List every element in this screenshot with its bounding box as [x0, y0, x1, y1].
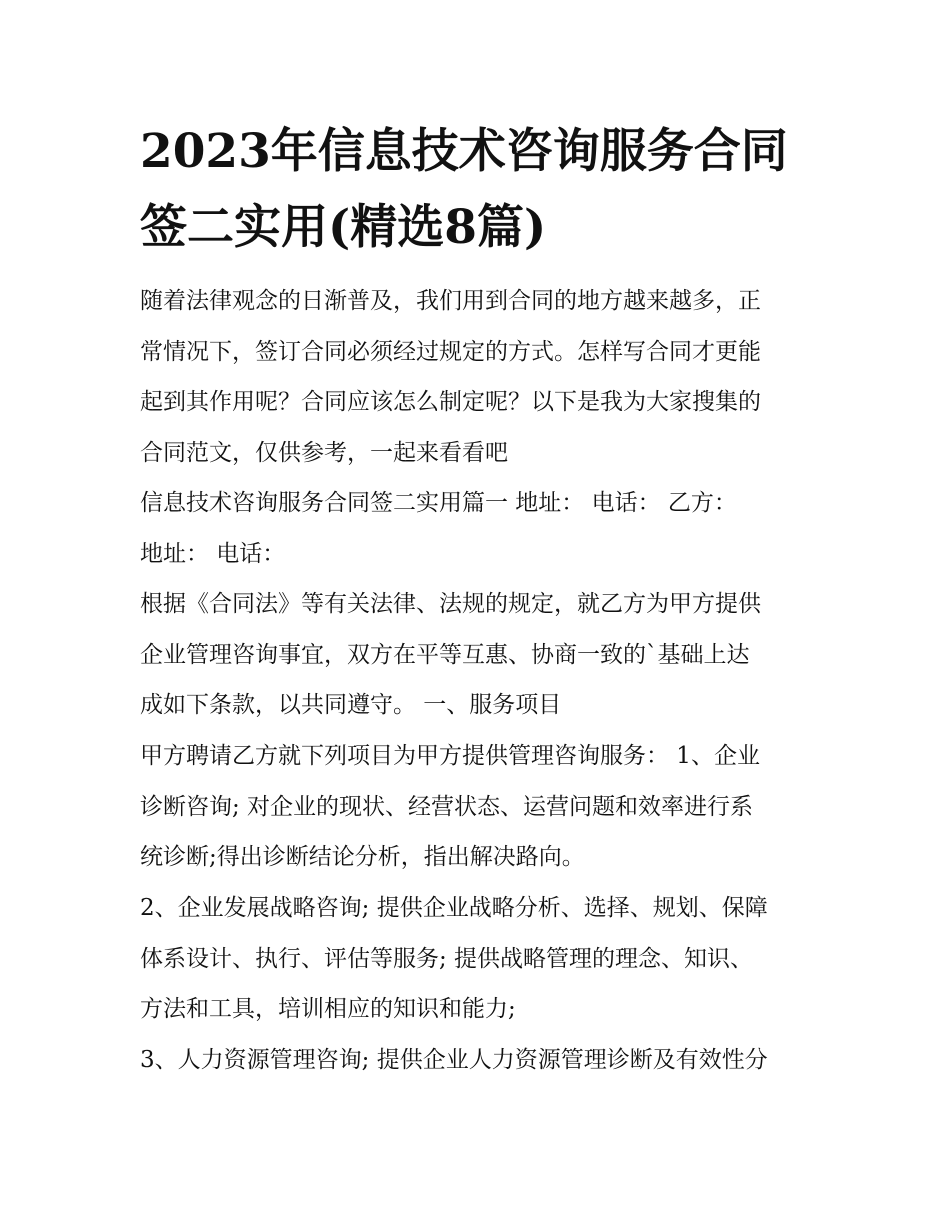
- text-line: 起到其作用呢？合同应该怎么制定呢？以下是我为大家搜集的: [140, 389, 761, 415]
- service-item-1-paragraph: [140, 731, 830, 883]
- text-line: 地址： 电话：: [140, 540, 286, 567]
- text-line: 常情况下，签订合同必须经过规定的方式。怎样写合同才更能: [140, 338, 761, 365]
- text-line: 信息技术咨询服务合同签二实用篇一 地址： 电话： 乙方：: [140, 490, 737, 516]
- basis-paragraph: [140, 579, 830, 731]
- intro-paragraph: [140, 276, 830, 478]
- text-line: 成如下条款，以共同遵守。 一、服务项目: [140, 692, 562, 718]
- party-info-paragraph: [140, 478, 830, 579]
- text-line: 甲方聘请乙方就下列项目为甲方提供管理咨询服务： 1、企业: [140, 743, 760, 769]
- text-line: 体系设计、执行、评估等服务; 提供战略管理的理念、知识、: [140, 945, 754, 972]
- text-line: 方法和工具，培训相应的知识和能力;: [140, 996, 516, 1022]
- text-line: 根据《合同法》等有关法律、法规的规定，就乙方为甲方提供: [140, 591, 761, 617]
- title-line: 2023年信息技术咨询服务合同: [140, 124, 788, 179]
- text-line: 合同范文，仅供参考，一起来看看吧: [140, 439, 508, 466]
- text-line: 诊断咨询; 对企业的现状、经营状态、运营问题和效率进行系: [140, 793, 754, 820]
- text-line: 随着法律观念的日渐普及，我们用到合同的地方越来越多，正: [140, 288, 761, 314]
- text-line: 2、企业发展战略咨询; 提供企业战略分析、选择、规划、保障: [140, 895, 768, 921]
- text-line: 统诊断;得出诊断结论分析，指出解决路向。: [140, 844, 585, 870]
- service-item-3-paragraph: [140, 1035, 830, 1086]
- text-line: 3、人力资源管理咨询; 提供企业人力资源管理诊断及有效性分: [140, 1047, 768, 1073]
- document-title: [140, 114, 830, 266]
- service-item-2-paragraph: [140, 883, 830, 1035]
- title-line: 签二实用(精选8篇): [140, 200, 547, 255]
- text-line: 企业管理咨询事宜，双方在平等互惠、协商一致的`基础上达: [140, 641, 750, 668]
